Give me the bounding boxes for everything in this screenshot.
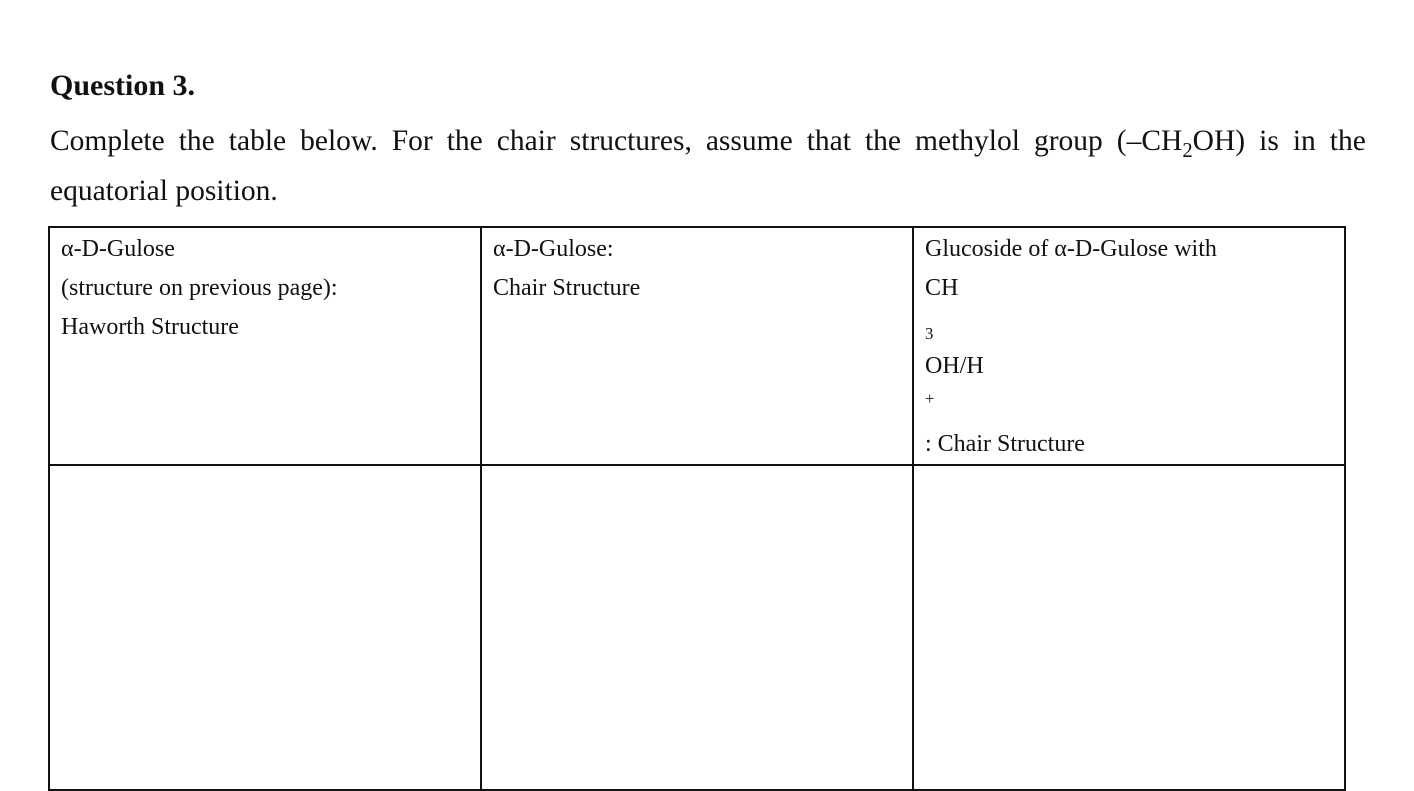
instruction-word: group (1033, 125, 1103, 157)
header-cell-glucoside (913, 227, 1345, 465)
instruction-word: is (1259, 125, 1279, 157)
instruction-word: table (228, 125, 287, 157)
table-header-row (49, 227, 1345, 465)
instruction-word: chair (496, 125, 556, 157)
instruction-word: Complete (50, 125, 165, 157)
header-text-formula (925, 269, 1334, 464)
question-title: Question 3. (50, 69, 196, 102)
instruction-word: assume (705, 125, 793, 157)
formula-part: OH) (1192, 125, 1246, 157)
instruction-word: structures, (569, 125, 692, 157)
header-cell-haworth (49, 227, 481, 465)
instruction-word: in (1292, 125, 1316, 157)
formula-part: OH/H (925, 353, 984, 379)
header-cell-chair (481, 227, 913, 465)
formula-part: CH (925, 275, 959, 301)
instruction-text (50, 116, 1366, 216)
answer-cell-glucoside[interactable] (913, 465, 1345, 790)
instruction-line-1 (50, 116, 1366, 166)
header-text: (structure on previous page): (61, 275, 338, 301)
formula-subscript: 3 (925, 324, 934, 344)
header-text: Chair Structure (493, 275, 641, 301)
instruction-word: the (1329, 125, 1366, 157)
instruction-word: methylol (915, 125, 1020, 157)
methylol-formula (1117, 116, 1245, 166)
header-text: Glucoside of α-D-Gulose with (925, 236, 1217, 262)
header-text: α-D-Gulose: (493, 236, 614, 262)
formula-subscript: 2 (1182, 139, 1193, 162)
instruction-word: the (446, 125, 483, 157)
formula-part: : Chair Structure (925, 431, 1085, 457)
instruction-word: the (178, 125, 215, 157)
header-text: Haworth Structure (61, 314, 239, 340)
instruction-word: the (864, 125, 902, 157)
instruction-word: below. (300, 125, 378, 157)
answer-cell-haworth[interactable] (49, 465, 481, 790)
answer-cell-chair[interactable] (481, 465, 913, 790)
formula-part: (–CH (1116, 125, 1183, 157)
table-answer-row (49, 465, 1345, 790)
instruction-line-2: equatorial position. (50, 175, 278, 207)
header-text: α-D-Gulose (61, 236, 175, 262)
answer-table (48, 226, 1346, 791)
instruction-word: For (391, 125, 433, 157)
formula-superscript: + (925, 389, 935, 409)
instruction-word: that (806, 125, 851, 157)
